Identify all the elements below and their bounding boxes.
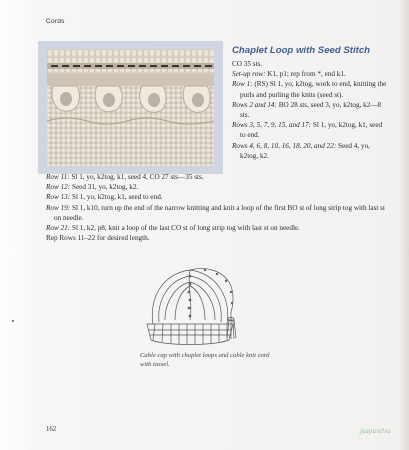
instruction-line: CO 35 sts. [232,60,263,68]
instruction-line: Rows 2 and 14: BO 28 sts, seed 3, yo, k2tog, k2—8 sts. [232,100,382,120]
watermark: јаѕрипдга [360,428,391,435]
instruction-line: Rows 3, 5, 7, 9, 15, and 17: Sl 1, yo, k2tog, k1, seed to end. [232,121,383,140]
instruction-line: Rep Rows 11–22 for desired length. [46,234,150,243]
instruction-line: Rows 4, 6, 8, 10, 16, 18, 20, and 22: Seed 4, yo, k2tog, k2. [232,141,370,160]
pattern-title: Chaplet Loop with Seed Stitch [232,45,371,56]
page-number: 162 [46,426,57,433]
instruction-line: Row 12: Seed 31, yo, k2tog, k2. [46,183,139,192]
instruction-line: Set-up row: K1, p1; rep from *, end k1. [232,70,346,79]
instruction-line: Row 1: (RS) Sl 1, yo, k2tog, work to end, knitting the purls and purling the knits (seed st). [232,80,387,99]
scan-speck [12,320,14,322]
instruction-line: Row 21: Sl 1, k2, p8, knit a loop of the last CO st of long strip tog with last st on needle. [46,224,300,233]
figure-caption: Cable cap with chaplet loops and cable knit cord with tassel. [140,352,270,369]
knitted-swatch-image [47,49,214,166]
swatch-photo-frame [38,41,223,174]
instruction-line: Row 11: Sl 1, yo, k2tog, k1, seed 4, CO 27 sts—35 sts. [46,173,204,181]
instruction-line: Row 13: Sl 1, yo, k2tog, k1, seed to end. [46,193,163,202]
book-gutter [399,0,409,450]
instruction-line: Row 19: Sl 1, k10, turn up the end of the narrow knitting and knit a loop of the first BO st of long strip tog with last st on needle. [46,203,385,222]
pattern-instructions-right [232,59,387,161]
running-head: Cords [46,18,65,25]
swatch-photo [47,49,214,166]
cable-cap-illustration [135,262,245,350]
pattern-instructions-full [46,172,386,243]
cap-line-drawing [135,262,245,350]
